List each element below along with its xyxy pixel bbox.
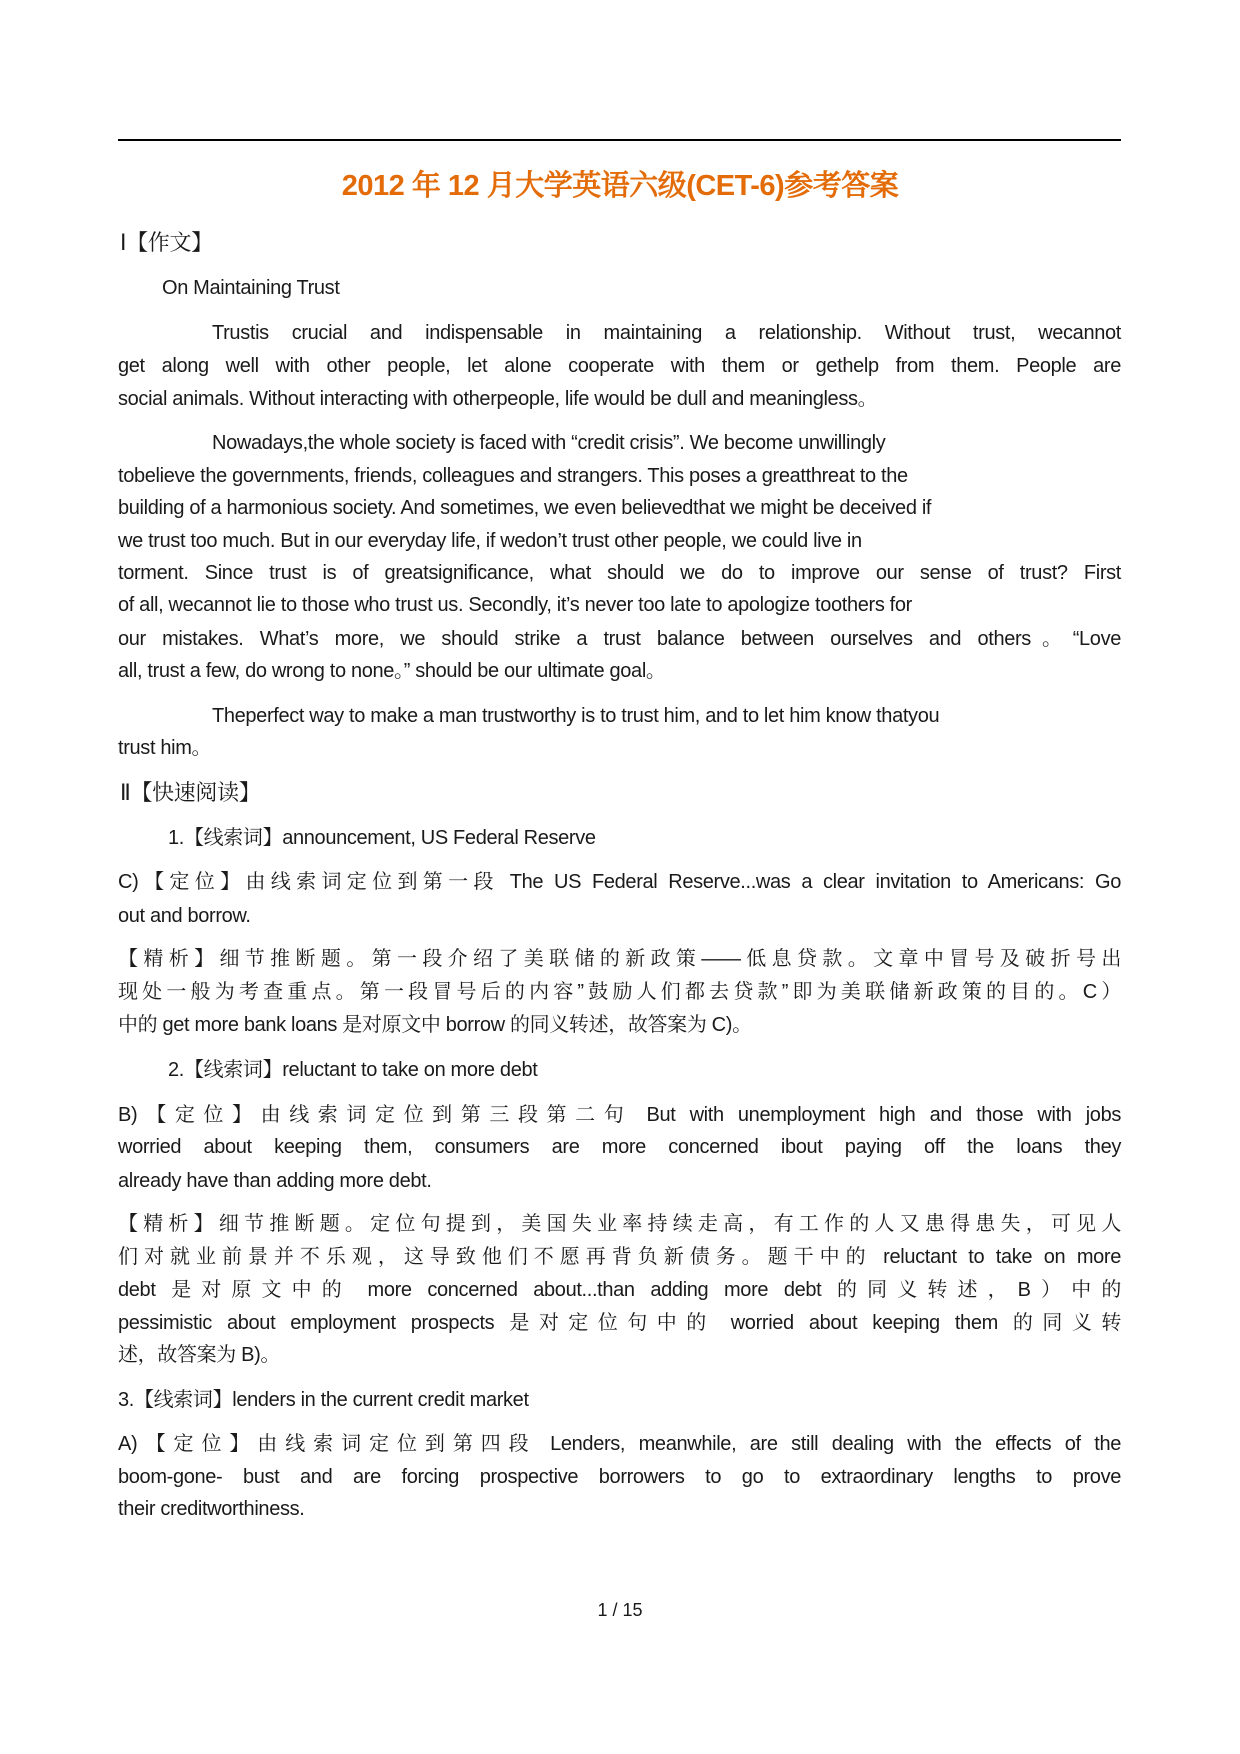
section-heading-reading: Ⅱ【快速阅读】 [120, 780, 261, 805]
section-heading-essay: Ⅰ【作文】 [120, 230, 213, 255]
q1-locate: C)【定位】由线索词定位到第一段 The US Federal Reserve...was a clear invitation to Americans: Go [118, 871, 1121, 893]
q1-clue: 1.【线索词】announcement, US Federal Reserve [168, 827, 596, 849]
q1-analysis: 【精析】细节推断题。第一段介绍了美联储的新政策——低息贷款。文章中冒号及破折号出 [118, 948, 1121, 970]
q1-analysis: 中的 get more bank loans 是对原文中 borrow 的同义转述，故答案为 C)。 [118, 1014, 752, 1036]
q2-analysis: debt 是对原文中的 more concerned about...than adding more debt 的同义转述，B）中的 [118, 1279, 1121, 1301]
essay-line: Trustis crucial and indispensable in maintaining a relationship. Without trust, wecannot [212, 322, 1121, 344]
essay-line: torment. Since trust is of greatsignificance, what should we do to improve our sense of trust? First [118, 562, 1121, 584]
essay-line: trust him。 [118, 737, 212, 759]
page-number: 1 / 15 [597, 1600, 643, 1620]
q2-locate: B)【定位】由线索词定位到第三段第二句 But with unemployment high and those with jobs [118, 1104, 1121, 1126]
q2-analysis: 们对就业前景并不乐观，这导致他们不愿再背负新债务。题干中的 reluctant to take on more [118, 1246, 1121, 1268]
q3-locate: their creditworthiness. [118, 1498, 305, 1520]
q1-analysis: 现处一般为考查重点。第一段冒号后的内容”鼓励人们都去贷款”即为美联储新政策的目的。C） [118, 981, 1121, 1003]
q2-analysis: pessimistic about employment prospects 是对定位句中的 worried about keeping them 的同义转 [118, 1312, 1121, 1334]
q1-locate: out and borrow. [118, 905, 251, 927]
essay-line: social animals. Without interacting with otherpeople, life would be dull and meaningless。 [118, 388, 878, 410]
q2-locate: worried about keeping them, consumers are more concerned ibout paying off the loans they [118, 1136, 1121, 1158]
essay-line: Theperfect way to make a man trustworthy is to trust him, and to let him know thatyou [212, 705, 940, 727]
essay-line: get along well with other people, let alone cooperate with them or gethelp from them. People are [118, 355, 1121, 377]
essay-line: building of a harmonious society. And sometimes, we even believedthat we might be deceived if [118, 497, 932, 519]
essay-line: Nowadays,the whole society is faced with “credit crisis”. We become unwillingly [212, 432, 886, 454]
q3-locate: A)【定位】由线索词定位到第四段 Lenders, meanwhile, are still dealing with the effects of the [118, 1433, 1121, 1455]
q3-clue: 3.【线索词】lenders in the current credit market [118, 1389, 529, 1411]
document-title: 2012 年 12 月大学英语六级(CET-6)参考答案 [341, 170, 899, 202]
essay-line: our mistakes. What’s more, we should strike a trust balance between ourselves and others。“Love [118, 628, 1121, 650]
essay-line: all, trust a few, do wrong to none。” should be our ultimate goal。 [118, 660, 666, 682]
header-rule [118, 139, 1121, 141]
q2-analysis: 述，故答案为 B)。 [118, 1344, 281, 1366]
q2-analysis: 【精析】细节推断题。定位句提到，美国失业率持续走高，有工作的人又患得患失，可见人 [118, 1213, 1121, 1235]
essay-line: of all, wecannot lie to those who trust us. Secondly, it’s never too late to apologize toothers for [118, 594, 912, 616]
essay-line: we trust too much. But in our everyday life, if wedon’t trust other people, we could live in [118, 530, 862, 552]
essay-line: tobelieve the governments, friends, colleagues and strangers. This poses a greatthreat to the [118, 465, 908, 487]
q2-locate: already have than adding more debt. [118, 1170, 432, 1192]
q2-clue: 2.【线索词】reluctant to take on more debt [168, 1059, 538, 1081]
essay-title: On Maintaining Trust [162, 277, 340, 299]
q3-locate: boom-gone- bust and are forcing prospective borrowers to go to extraordinary lengths to prove [118, 1466, 1121, 1488]
